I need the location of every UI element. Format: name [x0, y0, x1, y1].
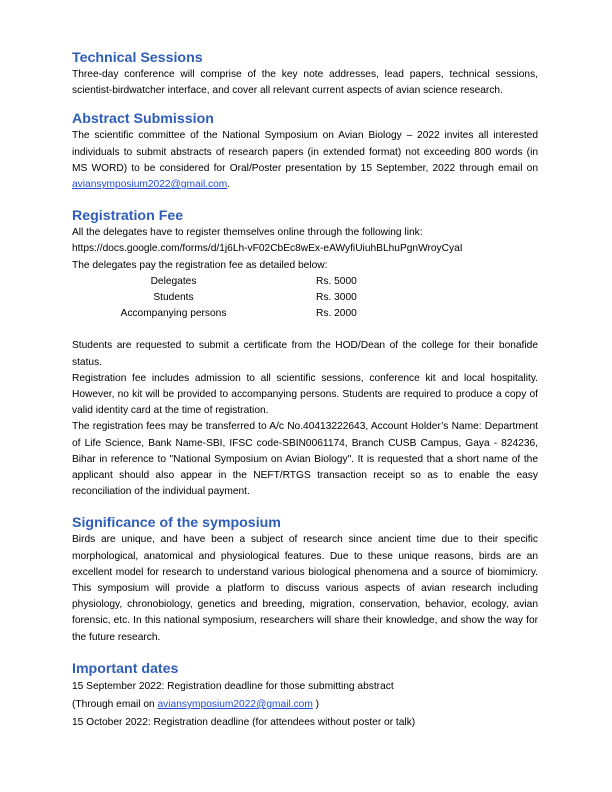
registration-intro: All the delegates have to register themselves online through the following link:: [72, 227, 423, 239]
abstract-submission-trail: .: [227, 179, 231, 191]
fee-intro: The delegates pay the registration fee as detailed below:: [72, 259, 328, 271]
registration-fee-section: [72, 207, 538, 500]
significance-section: [72, 514, 538, 645]
date-email-suffix: ): [312, 698, 320, 710]
fee-table: [72, 274, 357, 323]
fee-row-students: [72, 290, 357, 306]
technical-sessions-text: Three-day conference will comprise of the key note addresses, lead papers, technical sessions, scientist-birdwatcher interface, and cover all relevant current aspects of avian science research.: [72, 69, 538, 97]
registration-fee-heading: Registration Fee: [72, 208, 184, 225]
fee-category: Students: [153, 292, 194, 304]
students-note: Students are requested to submit a certificate from the HOD/Dean of the college for their bonafide status.: [72, 340, 538, 368]
important-dates-heading: Important dates: [72, 660, 179, 677]
fee-amount: Rs. 5000: [316, 275, 357, 287]
fee-row-accompanying: [72, 306, 357, 322]
fee-category: Delegates: [150, 275, 197, 287]
abstract-submission-paragraph: [72, 128, 538, 193]
registration-form-link[interactable]: https://docs.google.com/forms/d/1j6Lh-vF02CbEc8wEx-eAWyfiUiuhBLhuPgnWroyCyaI: [72, 243, 463, 255]
significance-heading: Significance of the symposium: [72, 515, 281, 532]
technical-sessions-section: [72, 49, 538, 99]
fee-row-delegates: [72, 274, 357, 290]
abstract-submission-text: The scientific committee of the National Symposium on Avian Biology – 2022 invites all interested individuals to submit abstracts of research papers (in extended format) not exceeding 800 words (in MS WORD) to be considered for Oral/Poster presentation by 15 September, 2022 through email on: [72, 130, 538, 174]
includes-note: Registration fee includes admission to all scientific sessions, conference kit and local hospitality. However, no kit will be provided to accompanying persons. Students are required to produce a copy of valid identity card at the time of registration.: [72, 372, 538, 417]
significance-text: Birds are unique, and have been a subject of research since ancient time due to their specific morphological, anatomical and physiological features. Due to these unique reasons, birds are an excellent model for research to understand various biological phenomena and a source of biomimicry. This symposium will provide a platform to discuss various aspects of avian research including physiology, chronobiology, genetics and breeding, migration, conservation, behavior, ecology, avian forensic, etc. In this national symposium, researchers will share their knowledge, and show the way for the future research.: [72, 534, 538, 643]
document-content: [72, 49, 538, 732]
date-line-abstract: 15 September 2022: Registration deadline for those submitting abstract: [72, 680, 394, 692]
abstract-submission-heading: Abstract Submission: [72, 111, 214, 128]
date-line-registration: 15 October 2022: Registration deadline (for attendees without poster or talk): [72, 716, 416, 728]
abstract-submission-section: [72, 110, 538, 193]
technical-sessions-heading: Technical Sessions: [72, 50, 203, 66]
important-dates-section: [72, 660, 538, 732]
transfer-note: The registration fees may be transferred to A/c No.40413222643, Account Holder’s Name: Department of Life Science, Bank Name-SBI, IFSC code-SBIN0061174, Branch CUSB Campus, Gaya - 824236, Bihar in reference to "National Symposium on Avian Biology". It is requested that a short name of the applicant should also appear in the NEFT/RTGS transaction receipt so as to enable the easy reconciliation of the individual payment.: [72, 421, 538, 498]
fee-amount: Rs. 2000: [316, 308, 357, 320]
abstract-email-link[interactable]: aviansymposium2022@gmail.com: [72, 179, 228, 191]
fee-amount: Rs. 3000: [316, 292, 357, 304]
date-line-email: [72, 696, 538, 714]
fee-category: Accompanying persons: [120, 308, 227, 320]
dates-email-link[interactable]: aviansymposium2022@gmail.com: [157, 698, 313, 710]
date-email-prefix: (Through email on: [72, 698, 158, 710]
